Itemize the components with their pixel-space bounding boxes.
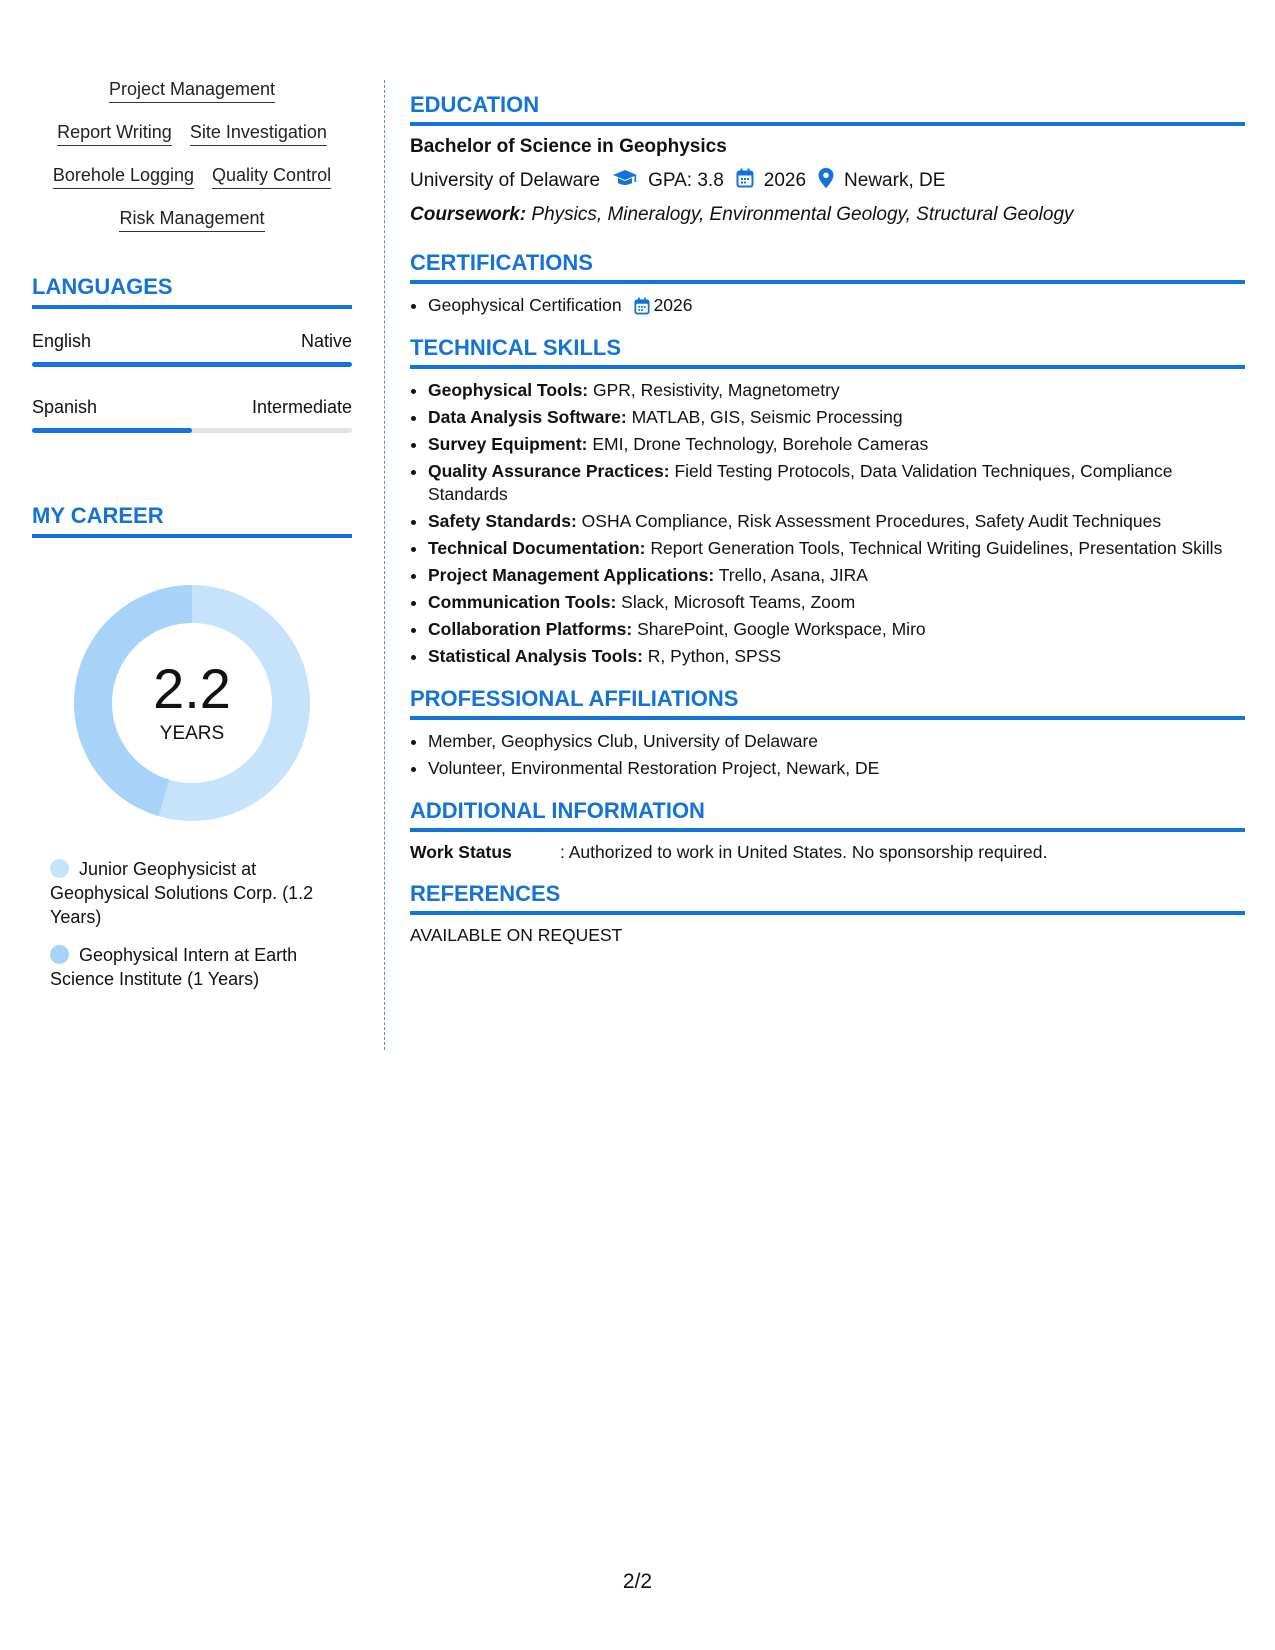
calendar-icon <box>634 297 650 315</box>
career-legend <box>32 857 352 991</box>
coursework-list: Physics, Mineralogy, Environmental Geology, Structural Geology <box>531 204 1074 225</box>
list-item <box>428 379 1245 402</box>
affiliations-list <box>410 730 1245 780</box>
skill-label: Collaboration Platforms: <box>428 619 633 639</box>
language-bar-fill <box>32 428 192 433</box>
technical-skills-list <box>410 379 1245 668</box>
education-details <box>410 168 1245 194</box>
list-item <box>428 564 1245 587</box>
skill-tag: Report Writing <box>57 123 172 146</box>
skill-value: Trello, Asana, JIRA <box>718 565 868 585</box>
skill-label: Survey Equipment: <box>428 434 588 454</box>
coursework <box>410 204 1245 226</box>
affiliations-section <box>410 686 1245 780</box>
skill-label: Safety Standards: <box>428 511 577 531</box>
skill-tag: Quality Control <box>212 166 331 189</box>
certifications-title: CERTIFICATIONS <box>410 250 1245 284</box>
legend-label: Junior Geophysicist at Geophysical Solutions Corp. (1.2 Years) <box>50 859 314 927</box>
languages-title: LANGUAGES <box>32 274 352 309</box>
certifications-section <box>410 250 1245 317</box>
skill-value: EMI, Drone Technology, Borehole Cameras <box>592 434 929 454</box>
language-level: Native <box>300 331 352 351</box>
education-title: EDUCATION <box>410 92 1245 126</box>
calendar-icon <box>736 168 754 194</box>
language-bar <box>32 428 352 433</box>
language-bar <box>32 362 352 367</box>
certification-year: 2026 <box>653 295 693 315</box>
skill-value: Report Generation Tools, Technical Writing Guidelines, Presentation Skills <box>650 538 1223 558</box>
list-item <box>428 510 1245 533</box>
list-item <box>428 645 1245 668</box>
page-number: 2/2 <box>622 1570 653 1593</box>
location-pin-icon <box>818 168 834 194</box>
skill-label: Technical Documentation: <box>428 538 646 558</box>
technical-skills-title: TECHNICAL SKILLS <box>410 335 1245 369</box>
list-item: • Volunteer, Environmental Restoration Project, Newark, DE <box>428 757 1245 780</box>
graduation-cap-icon <box>612 168 638 194</box>
career-unit: YEARS <box>159 723 225 744</box>
column-divider <box>384 80 385 1050</box>
certifications-list <box>410 294 1245 317</box>
additional-info-title: ADDITIONAL INFORMATION <box>410 798 1245 832</box>
skill-value: Slack, Microsoft Teams, Zoom <box>621 592 856 612</box>
skill-label: Statistical Analysis Tools: <box>428 646 643 666</box>
language-name: Spanish <box>32 397 98 417</box>
references-section <box>410 881 1245 946</box>
skill-value: R, Python, SPSS <box>647 646 782 666</box>
career-center <box>72 583 312 823</box>
skill-tag: Borehole Logging <box>53 166 194 189</box>
skill-value: MATLAB, GIS, Seismic Processing <box>631 407 903 427</box>
skill-label: Geophysical Tools: <box>428 380 589 400</box>
career-donut-chart <box>72 583 312 823</box>
work-status-row <box>410 842 1245 863</box>
skill-value: GPR, Resistivity, Magnetometry <box>593 380 840 400</box>
location: Newark, DE <box>844 170 946 191</box>
technical-skills-section <box>410 335 1245 668</box>
work-status-value: : Authorized to work in United States. No sponsorship required. <box>560 842 1048 862</box>
language-item <box>32 331 352 367</box>
list-item <box>428 618 1245 641</box>
list-item <box>428 433 1245 456</box>
list-item <box>428 294 1245 317</box>
skill-tag: Site Investigation <box>190 123 327 146</box>
skill-tags <box>32 80 352 232</box>
language-item <box>32 397 352 433</box>
additional-info-section <box>410 798 1245 863</box>
legend-item <box>50 943 352 991</box>
skill-tag: Risk Management <box>119 209 264 232</box>
list-item <box>428 591 1245 614</box>
degree: Bachelor of Science in Geophysics <box>410 136 727 157</box>
skill-label: Project Management Applications: <box>428 565 715 585</box>
gpa: GPA: 3.8 <box>648 170 724 191</box>
certification-name: • Geophysical Certification <box>428 295 622 315</box>
affiliations-title: PROFESSIONAL AFFILIATIONS <box>410 686 1245 720</box>
school-name: University of Delaware <box>410 170 601 191</box>
list-item <box>428 406 1245 429</box>
coursework-label: Coursework: <box>410 204 527 225</box>
list-item: • Member, Geophysics Club, University of Delaware <box>428 730 1245 753</box>
legend-dot <box>50 859 69 878</box>
language-level: Intermediate <box>251 397 352 417</box>
legend-dot <box>50 945 69 964</box>
right-column <box>410 92 1245 960</box>
skill-label: Quality Assurance Practices: <box>428 461 670 481</box>
career-total-years: 2.2 <box>153 657 231 720</box>
list-item <box>428 460 1245 506</box>
legend-item <box>50 857 352 929</box>
references-text: AVAILABLE ON REQUEST <box>410 925 623 945</box>
education-section <box>410 92 1245 226</box>
languages-section <box>32 274 352 433</box>
work-status-label: Work Status <box>410 842 512 862</box>
graduation-year: 2026 <box>763 170 807 191</box>
skill-label: Communication Tools: <box>428 592 617 612</box>
language-name: English <box>32 331 92 351</box>
skill-label: Data Analysis Software: <box>428 407 627 427</box>
skill-value: SharePoint, Google Workspace, Miro <box>637 619 926 639</box>
skill-value: Field Testing Protocols, Data Validation Techniques, Compliance Standards <box>428 461 1173 504</box>
list-item <box>428 537 1245 560</box>
career-title: MY CAREER <box>32 503 352 538</box>
skill-tag: Project Management <box>109 80 275 103</box>
references-title: REFERENCES <box>410 881 1245 915</box>
left-column <box>32 80 352 1005</box>
skill-value: OSHA Compliance, Risk Assessment Procedures, Safety Audit Techniques <box>581 511 1162 531</box>
language-bar-fill <box>32 362 352 367</box>
legend-label: Geophysical Intern at Earth Science Institute (1 Years) <box>50 945 298 989</box>
career-section <box>32 503 352 991</box>
